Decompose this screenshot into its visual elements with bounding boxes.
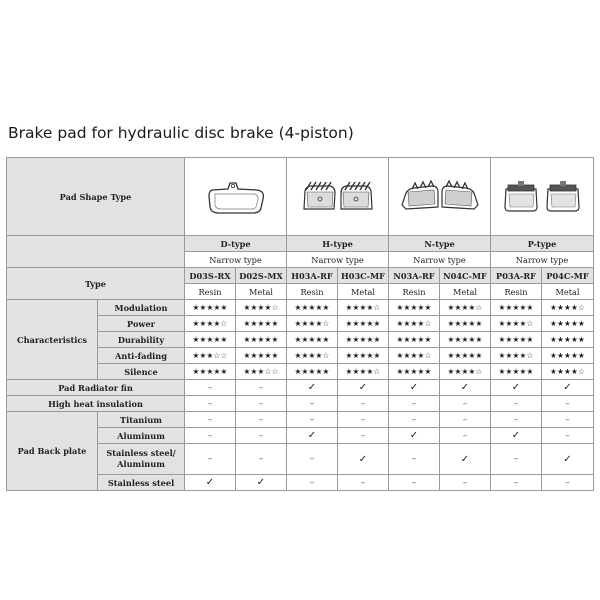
star-rating: ★★★★☆ (440, 364, 491, 380)
back-plate-value: ✓ (287, 428, 338, 444)
characteristic-label: Anti-fading (98, 348, 185, 364)
n-type-pad-image (389, 158, 491, 236)
feature-value: – (440, 396, 491, 412)
model-material: Metal (338, 284, 389, 300)
back-plate-value: – (440, 428, 491, 444)
star-rating: ★★★★☆ (338, 300, 389, 316)
type-header: Type (7, 268, 185, 300)
feature-value: – (389, 396, 440, 412)
characteristic-label: Silence (98, 364, 185, 380)
star-rating: ★★★★★ (236, 316, 287, 332)
back-plate-value: – (338, 475, 389, 491)
group-name: N-type (389, 236, 491, 252)
back-plate-value: – (491, 444, 542, 475)
star-rating: ★★★★★ (491, 364, 542, 380)
back-plate-value: – (338, 428, 389, 444)
star-rating: ★★★★★ (491, 300, 542, 316)
star-rating: ★★★★★ (389, 332, 440, 348)
p-type-pad-icon (500, 177, 584, 217)
characteristic-label: Modulation (98, 300, 185, 316)
star-rating: ★★★★★ (389, 300, 440, 316)
model-material: Metal (440, 284, 491, 300)
back-plate-value: – (236, 428, 287, 444)
star-rating: ★★★★★ (338, 348, 389, 364)
feature-value: – (542, 396, 594, 412)
back-plate-value: – (236, 444, 287, 475)
back-plate-value: – (440, 475, 491, 491)
star-rating: ★★★★★ (440, 348, 491, 364)
back-plate-label: Titanium (98, 412, 185, 428)
back-plate-value: ✓ (491, 428, 542, 444)
model-code: H03A-RF (287, 268, 338, 284)
back-plate-label: Aluminum (98, 428, 185, 444)
star-rating: ★★★★☆ (389, 316, 440, 332)
star-rating: ★★★★☆ (491, 316, 542, 332)
model-code: N04C-MF (440, 268, 491, 284)
group-subtype: Narrow type (389, 252, 491, 268)
characteristics-header: Characteristics (7, 300, 98, 380)
back-plate-label-line: Stainless steel/ (106, 448, 176, 458)
back-plate-value: – (389, 412, 440, 428)
h-type-pad-icon (298, 177, 378, 217)
feature-label: Pad Radiator fin (7, 380, 185, 396)
back-plate-value: – (287, 412, 338, 428)
star-rating: ★★★★☆ (287, 316, 338, 332)
model-code: P03A-RF (491, 268, 542, 284)
star-rating: ★★★★☆ (491, 348, 542, 364)
star-rating: ★★★★★ (338, 316, 389, 332)
star-rating: ★★★☆☆ (236, 364, 287, 380)
back-plate-value: – (287, 444, 338, 475)
back-plate-row (7, 412, 594, 428)
back-plate-value: – (185, 412, 236, 428)
feature-value: ✓ (287, 380, 338, 396)
star-rating: ★★★★★ (287, 332, 338, 348)
star-rating: ★★★★★ (236, 332, 287, 348)
star-rating: ★★★★★ (389, 364, 440, 380)
feature-value: ✓ (542, 380, 594, 396)
back-plate-label: Stainless steel (98, 475, 185, 491)
star-rating: ★★★★★ (185, 332, 236, 348)
brake-pad-spec-table (6, 157, 594, 491)
feature-value: ✓ (389, 380, 440, 396)
star-rating: ★★★★★ (185, 300, 236, 316)
back-plate-value: – (542, 412, 594, 428)
h-type-pad-image (287, 158, 389, 236)
model-material: Resin (185, 284, 236, 300)
model-material: Metal (236, 284, 287, 300)
back-plate-value: – (491, 412, 542, 428)
feature-value: – (185, 396, 236, 412)
back-plate-value: – (185, 444, 236, 475)
characteristic-label: Power (98, 316, 185, 332)
pad-back-plate-header: Pad Back plate (7, 412, 98, 491)
back-plate-value: ✓ (542, 444, 594, 475)
group-name-row (7, 236, 594, 252)
back-plate-value: ✓ (440, 444, 491, 475)
model-material: Resin (491, 284, 542, 300)
model-material: Resin (287, 284, 338, 300)
back-plate-value: – (542, 428, 594, 444)
feature-value: ✓ (338, 380, 389, 396)
star-rating: ★★★★★ (236, 348, 287, 364)
star-rating: ★★★★★ (338, 332, 389, 348)
star-rating: ★★★★☆ (542, 364, 594, 380)
star-rating: ★★★★★ (440, 332, 491, 348)
feature-value: ✓ (440, 380, 491, 396)
pad-shape-row (7, 158, 594, 236)
d-type-pad-image (185, 158, 287, 236)
feature-value: – (236, 396, 287, 412)
group-subtype: Narrow type (185, 252, 287, 268)
back-plate-label-line: Aluminum (117, 459, 165, 469)
star-rating: ★★★★★ (542, 316, 594, 332)
model-code: H03C-MF (338, 268, 389, 284)
characteristic-label: Durability (98, 332, 185, 348)
feature-label: High heat insulation (7, 396, 185, 412)
star-rating: ★★★★☆ (287, 348, 338, 364)
group-name: H-type (287, 236, 389, 252)
characteristic-row (7, 300, 594, 316)
model-material: Resin (389, 284, 440, 300)
back-plate-value: – (287, 475, 338, 491)
feature-row-heat-insulation (7, 396, 594, 412)
back-plate-value: – (542, 475, 594, 491)
back-plate-value: – (440, 412, 491, 428)
shape-header-spacer (7, 236, 185, 268)
back-plate-value: – (338, 412, 389, 428)
d-type-pad-icon (201, 177, 271, 217)
p-type-pad-image (491, 158, 594, 236)
back-plate-value: – (491, 475, 542, 491)
star-rating: ★★★★☆ (236, 300, 287, 316)
back-plate-value: – (185, 428, 236, 444)
back-plate-value: – (389, 444, 440, 475)
back-plate-value: ✓ (389, 428, 440, 444)
model-material: Metal (542, 284, 594, 300)
model-code: N03A-RF (389, 268, 440, 284)
pad-shape-type-header: Pad Shape Type (7, 158, 185, 236)
feature-row-radiator-fin (7, 380, 594, 396)
feature-value: ✓ (491, 380, 542, 396)
feature-value: – (236, 380, 287, 396)
star-rating: ★★★★☆ (389, 348, 440, 364)
star-rating: ★★★★★ (491, 332, 542, 348)
back-plate-value: – (236, 412, 287, 428)
star-rating: ★★★★★ (440, 316, 491, 332)
back-plate-label (98, 444, 185, 475)
group-name: P-type (491, 236, 594, 252)
model-code: D03S-RX (185, 268, 236, 284)
star-rating: ★★★★★ (542, 332, 594, 348)
back-plate-value: ✓ (236, 475, 287, 491)
feature-value: – (287, 396, 338, 412)
n-type-pad-icon (398, 177, 482, 217)
star-rating: ★★★★★ (287, 364, 338, 380)
star-rating: ★★★★★ (542, 348, 594, 364)
group-subtype: Narrow type (287, 252, 389, 268)
group-subtype: Narrow type (491, 252, 594, 268)
back-plate-value: – (389, 475, 440, 491)
feature-value: – (491, 396, 542, 412)
star-rating: ★★★★☆ (542, 300, 594, 316)
star-rating: ★★★★☆ (185, 316, 236, 332)
model-code: D02S-MX (236, 268, 287, 284)
back-plate-value: ✓ (185, 475, 236, 491)
star-rating: ★★★★★ (287, 300, 338, 316)
model-code: P04C-MF (542, 268, 594, 284)
star-rating: ★★★★☆ (338, 364, 389, 380)
star-rating: ★★★★★ (185, 364, 236, 380)
page-title: Brake pad for hydraulic disc brake (4-piston) (8, 124, 354, 142)
feature-value: – (185, 380, 236, 396)
model-code-row (7, 268, 594, 284)
star-rating: ★★★☆☆ (185, 348, 236, 364)
group-name: D-type (185, 236, 287, 252)
back-plate-value: ✓ (338, 444, 389, 475)
feature-value: – (338, 396, 389, 412)
star-rating: ★★★★☆ (440, 300, 491, 316)
